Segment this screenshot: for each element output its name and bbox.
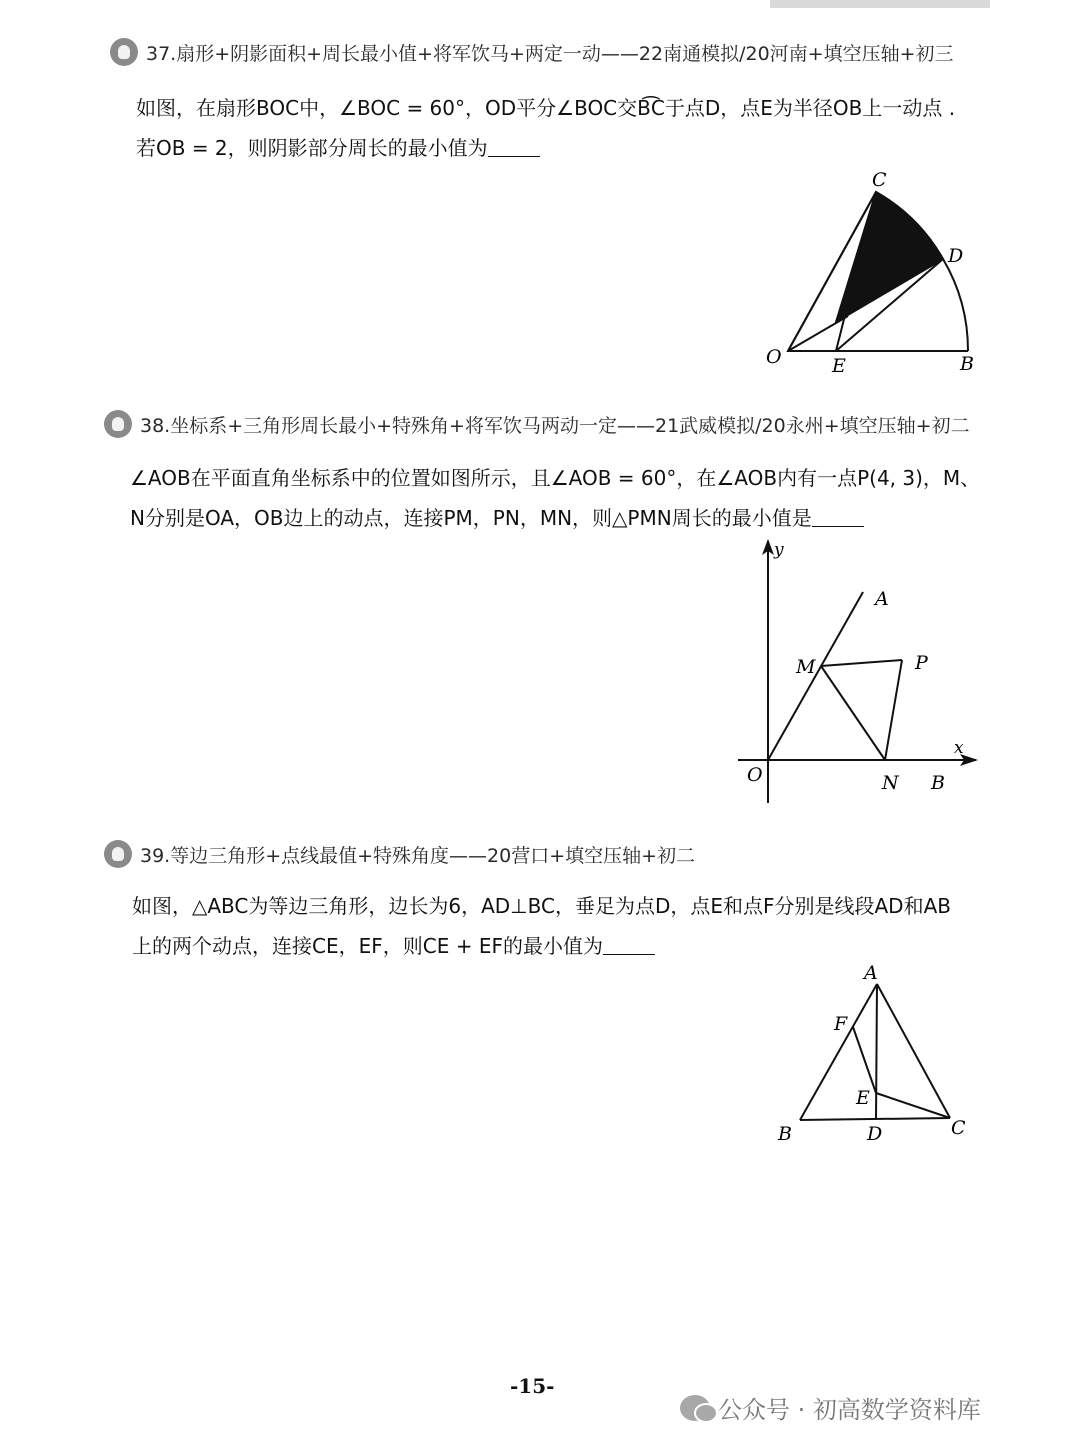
- question-38-title-text: 38.坐标系+三角形周长最小+特殊角+将军饮马两动一定——21武威模拟/20永州+填空压轴+初二: [140, 414, 970, 437]
- label-o: O: [747, 764, 763, 786]
- side-bc: [800, 1118, 950, 1120]
- question-39-line-2: [132, 930, 655, 959]
- label-e: E: [856, 1087, 870, 1109]
- answer-blank: [812, 525, 864, 527]
- label-f: F: [834, 1013, 848, 1035]
- figure-sector: [760, 168, 990, 380]
- question-39-line-1: 如图，△ABC为等边三角形，边长为6，AD⊥BC，垂足为点D，点E和点F分别是线段AD和AB: [132, 894, 951, 918]
- question-37-title: [110, 38, 954, 66]
- label-a: A: [875, 588, 889, 610]
- label-c: C: [872, 169, 887, 191]
- label-a: A: [864, 962, 878, 984]
- answer-blank: [488, 155, 540, 157]
- label-b: B: [931, 772, 945, 794]
- question-38-line-2: [130, 502, 864, 531]
- figure-equilateral-triangle: [770, 960, 980, 1150]
- shaded-region: [836, 192, 943, 322]
- segment-pn: [885, 660, 902, 760]
- question-37-line-2-text: 若OB = 2，则阴影部分周长的最小值为: [136, 136, 488, 160]
- label-c: C: [951, 1117, 966, 1139]
- arc-db: [943, 259, 968, 351]
- lightbulb-icon: [104, 840, 132, 868]
- label-b: B: [778, 1123, 792, 1145]
- label-m: M: [796, 656, 816, 678]
- label-o: O: [766, 346, 782, 368]
- segment-ad: [876, 984, 877, 1119]
- wechat-icon: [680, 1395, 710, 1421]
- segment-mn: [821, 666, 885, 760]
- ray-oa: [768, 592, 863, 760]
- segment-fe: [853, 1027, 876, 1093]
- label-b: B: [960, 353, 974, 375]
- label-e: E: [832, 355, 846, 377]
- answer-blank: [603, 953, 655, 955]
- question-38-line-1: ∠AOB在平面直角坐标系中的位置如图所示，且∠AOB = 60°，在∠AOB内有一点P(4, 3)，M、: [130, 466, 981, 490]
- figure-coordinate-plane: [730, 535, 985, 807]
- watermark: [680, 1390, 981, 1425]
- watermark-text: 公众号 · 初高数学资料库: [718, 1396, 981, 1424]
- lightbulb-icon: [104, 410, 132, 438]
- segment-mp: [821, 660, 902, 666]
- label-d: D: [948, 245, 964, 267]
- question-37-line-2: [136, 132, 540, 161]
- label-d: D: [867, 1123, 883, 1145]
- question-38-line-2-text: N分别是OA，OB边上的动点，连接PM，PN，MN，则△PMN周长的最小值是: [130, 506, 812, 530]
- label-p: P: [915, 652, 928, 674]
- question-37-line-1: 如图，在扇形BOC中，∠BOC = 60°，OD平分∠BOC交B͡C于点D，点E为半径OB上一动点 .: [136, 96, 956, 120]
- question-39-title-text: 39.等边三角形+点线最值+特殊角度——20营口+填空压轴+初二: [140, 844, 696, 867]
- question-37-title-text: 37.扇形+阴影面积+周长最小值+将军饮马+两定一动——22南通模拟/20河南+填空压轴+初三: [146, 42, 954, 65]
- question-39-line-2-text: 上的两个动点，连接CE，EF，则CE + EF的最小值为: [132, 934, 603, 958]
- question-39-title: [104, 840, 695, 868]
- label-n: N: [882, 772, 899, 794]
- lightbulb-icon: [110, 38, 138, 66]
- header-fragment: [770, 0, 990, 8]
- label-x: x: [954, 738, 964, 758]
- page-number: -15-: [510, 1374, 555, 1398]
- question-38-title: [104, 410, 970, 438]
- label-y: y: [774, 540, 784, 560]
